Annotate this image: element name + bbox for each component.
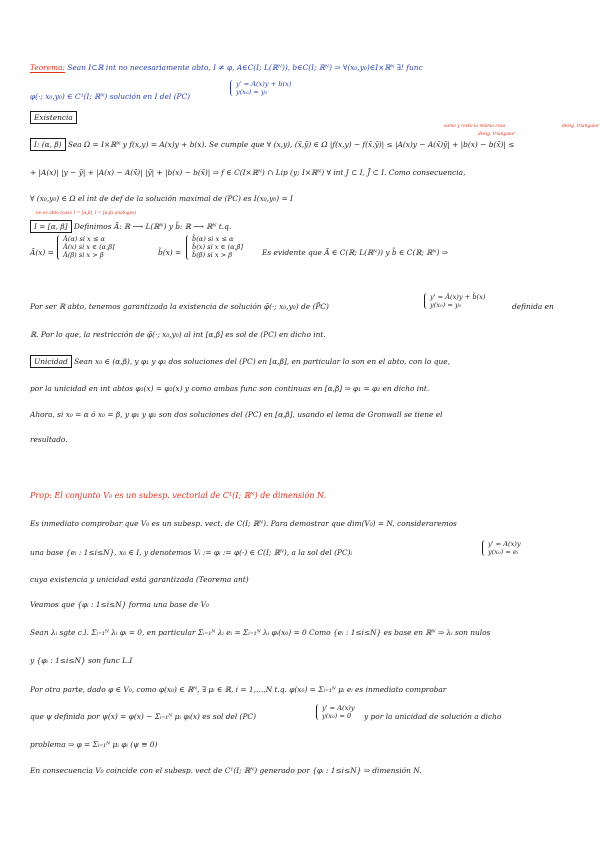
existence-text-1: Sea Ω = I×ℝᴺ y f(x,y) = A(x)y + b(x). Se cumple que ∀ (x,y), (x̃,ỹ) ∈ Ω |f(x,y) − f(x̃,ỹ)| ≤ |A(x)y − A(x̃)ỹ| + |b(x) − b(x̃)| ≤: [67, 140, 515, 149]
proposition-line-6: [30, 656, 132, 665]
proposition-text-2a: una base {eᵢ : 1≤i≤N}, x₀ ∈ I, y denotemos Vᵢ := φᵢ := φ(·) ∈ C(I; ℝᴺ), a la sol del (PC)ᵢ: [30, 548, 353, 557]
existence-heading: [30, 113, 77, 122]
proposition-text-1: Es inmediato comprobar que V₀ es un subesp. vect. de C(I; ℝᴺ). Para demostrar que dim(V₀) = N, consideraremos: [30, 519, 457, 528]
proposition-line-9: [30, 740, 157, 749]
proposition-label: Prop:: [30, 491, 52, 500]
b-tilde-row-1: b̃(α) si x ≤ α: [192, 235, 234, 243]
pc-i-row-1: y' = A(x)y: [488, 540, 521, 548]
proposition-text-8b: y por la unicidad de solución a dicho: [364, 712, 502, 721]
proposition-text-8a: que ψ definida por ψ(x) = φ(x) − Σᵢ₌₁ᴺ μᵢ φᵢ(x) es sol del (PC): [30, 712, 256, 721]
b-tilde-label: b̃(x) =: [158, 248, 182, 257]
theorem-text-2: φ(·; x₀,y₀) ∈ C¹(I; ℝᴺ) solución en I del (PC): [30, 92, 191, 101]
existence-text-4: Definimos Ã: ℝ ⟶ L(ℝᴺ) y b̃: ℝ ⟶ ℝᴺ t.q.: [73, 222, 232, 231]
note-desig-triangular-2: desig. triangular: [562, 124, 600, 129]
proposition-line-2: [30, 548, 352, 557]
existence-line-5: [262, 248, 448, 257]
existence-line-2: [30, 168, 465, 177]
a-tilde-row-2: Ã(x) si x ∈ (α,β]: [63, 243, 115, 252]
uniqueness-line-4: [30, 435, 68, 444]
uniqueness-text-2: por la unicidad en int abtos φ₁(x) = φ₂(x) y como ambas func son continuas en [α,β] ⇒ φ₁ = φ₂ en dicho int.: [30, 384, 430, 393]
theorem-text-1: Sean I⊂ℝ int no necesariamente abto, I ≠ φ, A∈C(I; L(ℝᴺ)), b∈C(I; ℝᴺ) ⇒ ∀(x₀,y₀)∈I×ℝᴺ ∃! func: [67, 63, 423, 72]
proposition-text-10: En consecuencia V₀ coincide con el subesp. vect de C¹(I; ℝᴺ) generado por {φᵢ : 1≤i≤N} ⇒ dimensión N.: [30, 766, 422, 775]
proposition-text-7: Por otra parte, dado φ ∈ V₀, como φ(x₀) ∈ ℝᴺ, ∃ μᵢ ∈ ℝ, i = 1,…,N t.q. φ(x₀) = Σᵢ₌₁ᴺ μᵢ eᵢ es inmediato comprobar: [30, 685, 447, 694]
theorem-pc-row-1: y' = A(x)y + b(x): [236, 80, 292, 88]
proposition-line-7: [30, 685, 446, 694]
proposition-line-5: [30, 628, 490, 637]
theorem-line-1: [30, 63, 423, 72]
existence-text-6b: definida en: [512, 302, 554, 311]
existence-text-3: ∀ (x₀,y₀) ∈ Ω el int de def de la solución maximal de (PC) es I(x₀,y₀) = I: [30, 194, 293, 203]
existence-text-5: Es evidente que Ã ∈ C(ℝ; L(ℝᴺ)) y b̃ ∈ C(ℝ; ℝᴺ) ⇒: [262, 248, 448, 257]
note-desig-triangular-1: desig. triangular: [478, 132, 516, 137]
proposition-line-1: [30, 519, 457, 528]
theorem-line-2: [30, 92, 190, 101]
uniqueness-text-4: resultado.: [30, 435, 68, 444]
uniqueness-line-2: [30, 384, 429, 393]
existence-line-1: [30, 140, 514, 149]
existence-text-6a: Por ser ℝ abto, tenemos garantizada la existencia de solución φ̃(·; x₀,y₀) de (P̃C): [30, 302, 329, 311]
proposition-line-10: [30, 766, 422, 775]
uniqueness-text-1: Sean x₀ ∈ (α,β), y φ₁ y φ₂ dos soluciones del (PC) en [α,β], en particular lo son en el abto, con lo que,: [74, 357, 450, 366]
uniqueness-line-1: [30, 357, 450, 366]
pc-i-system: [482, 540, 521, 556]
interval-box-open: I: (α, β): [30, 138, 66, 151]
pc-psi-system: [316, 704, 355, 720]
b-tilde-row-2: b̃(x) si x ∈ (α,β]: [192, 243, 244, 252]
a-tilde-label: Ã(x) =: [30, 248, 54, 257]
pc-i-row-2: y(x₀) = eᵢ: [488, 548, 519, 557]
a-tilde-row-1: Ã(α) si x ≤ α: [63, 235, 105, 243]
pc-psi-row-1: y' = A(x)y: [322, 704, 355, 712]
theorem-label: Teorema:: [30, 63, 65, 72]
theorem-pc-row-2: y(x₀) = y₀: [236, 88, 268, 97]
pc-psi-row-2: y(x₀) = 0: [322, 712, 352, 721]
proposition-text-6: y {φᵢ : 1≤i≤N} son func L.I: [30, 656, 133, 665]
note-interval-not-open: no es abto (caso I = [α,β], I = [α,β) análogos): [36, 211, 137, 216]
b-tilde-cases: [186, 235, 243, 260]
existence-label: Existencia: [30, 111, 77, 124]
b-tilde-row-3: b̃(β) si x > β: [192, 251, 233, 260]
pc-tilde-row-2: y(x₀) = y₀: [430, 301, 462, 310]
existence-text-7: ℝ. Por lo que, la restricción de φ̃(·; x₀,y₀) al int [α,β] es sol de (PC) en dicho int.: [30, 330, 326, 339]
a-tilde-row-3: Ã(β) si x > β: [63, 251, 104, 260]
a-tilde-cases: [57, 235, 115, 260]
proposition-line-3: [30, 575, 249, 584]
proposition-heading: [30, 491, 326, 500]
existence-line-6: [30, 302, 329, 311]
existence-line-3: [30, 194, 293, 203]
pc-tilde-system: [424, 293, 485, 309]
proposition-statement: El conjunto V₀ es un subesp. vectorial de C¹(I; ℝᴺ) de dimensión N.: [54, 491, 327, 500]
pc-tilde-row-1: y' = Ã(x)y + b̃(x): [430, 293, 486, 301]
proposition-text-3: cuya existencia y unicidad está garantizada (Teorema ant): [30, 575, 249, 584]
proposition-text-4: Veamos que {φᵢ : 1≤i≤N} forma una base de V₀: [30, 600, 209, 609]
existence-line-7: [30, 330, 326, 339]
uniqueness-line-3: [30, 410, 442, 419]
uniqueness-text-3: Ahora, si x₀ = α ó x₀ = β, y φ₁ y φ₂ son dos soluciones del (PC) en [α,β], usando el lema de Gronwall se tiene el: [30, 410, 443, 419]
theorem-pc-system: [230, 80, 291, 96]
existence-text-2: + |A(x)| |y − ỹ| + |A(x) − A(x̃)| |ỹ| + |b(x) − b(x̃)| ⇒ f ∈ C(I×ℝᴺ) ∩ Lip (y; I×ℝᴺ) ∀ int J ⊂ I, J̄ ⊂ I. Como consecuencia,: [30, 168, 466, 177]
existence-line-4: [30, 222, 231, 231]
proposition-line-4: [30, 600, 209, 609]
interval-box-closed: I = [α, β]: [30, 220, 72, 233]
uniqueness-label: Unicidad: [30, 355, 72, 368]
proposition-text-5: Sean λᵢ sgte c.l. Σᵢ₌₁ᴺ λᵢ φᵢ = 0, en particular Σᵢ₌₁ᴺ λᵢ eᵢ = Σᵢ₌₁ᴺ λᵢ φᵢ(x₀) = 0 Como {eᵢ : 1≤i≤N} es base en ℝᴺ ⇒ λᵢ son nulos: [30, 628, 491, 637]
proposition-line-8: [30, 712, 256, 721]
note-sumo-resto: sumo y resto la misma cosa: [444, 124, 506, 129]
proposition-text-9: problema ⇒ φ = Σᵢ₌₁ᴺ μᵢ φᵢ (ψ ≡ 0): [30, 740, 158, 749]
